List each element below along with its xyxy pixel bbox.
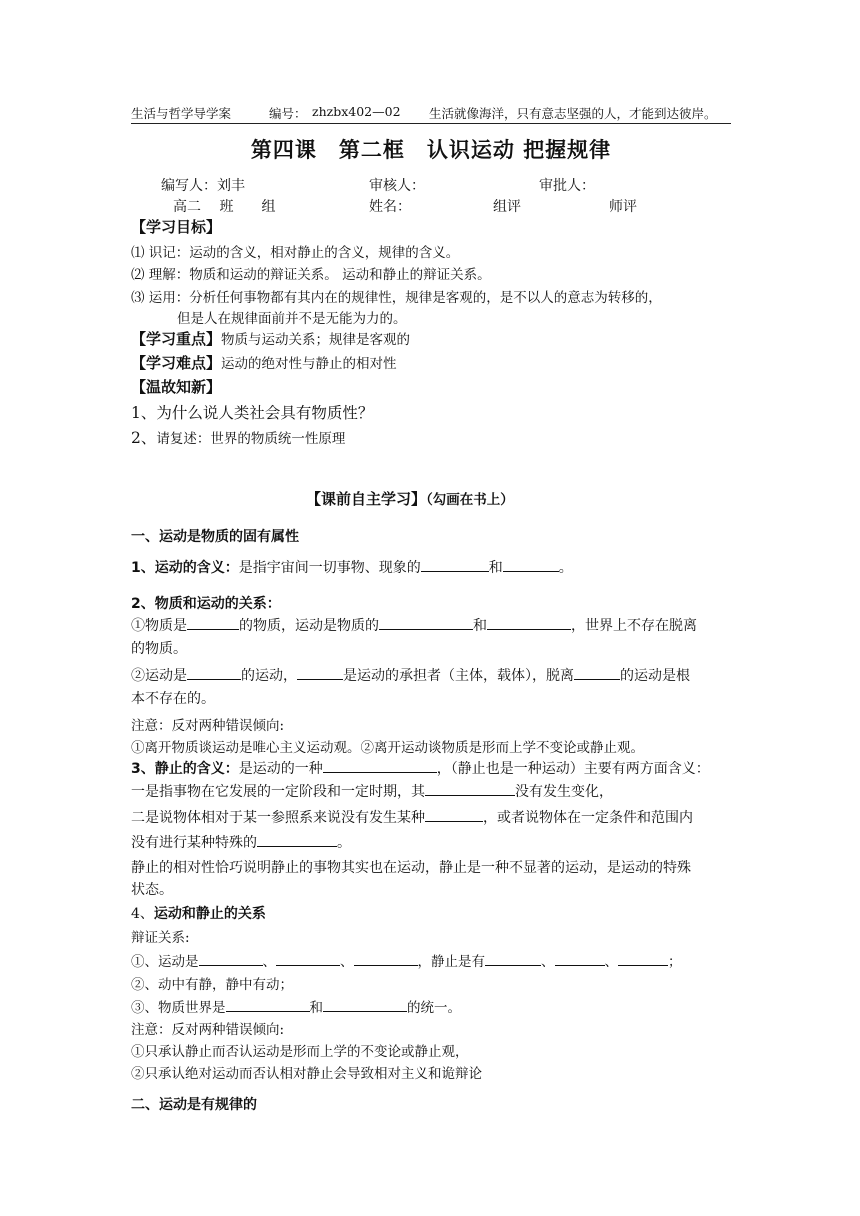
- review-question-2-text: 请复述：世界的物质统一性原理: [156, 431, 346, 447]
- text: 二是说物体相对于某一参照系来说没有发生某种: [131, 810, 425, 826]
- difficulty-text: 运动的绝对性与静止的相对性: [221, 356, 397, 372]
- difficulty: [131, 352, 397, 373]
- fill-blank[interactable]: [421, 557, 489, 572]
- objectives-heading: 【学习目标】: [131, 218, 222, 236]
- fill-blank[interactable]: [199, 951, 263, 966]
- item-3-label: 3、静止的含义：: [131, 761, 239, 777]
- text: ，或者说物体在一定条件和范围内: [483, 810, 693, 826]
- text: 和: [473, 618, 487, 634]
- fill-blank[interactable]: [379, 615, 473, 630]
- name-field: 姓名：: [369, 199, 411, 215]
- class-group: 高二 班 组: [173, 199, 276, 215]
- fill-blank[interactable]: [425, 781, 515, 796]
- item-1-label: 1、运动的含义：: [131, 560, 239, 576]
- item-4-line-2: ②、动中有静，静中有动；: [131, 977, 293, 993]
- item-1-motion-definition: [131, 557, 573, 577]
- fill-blank[interactable]: [354, 951, 418, 966]
- section-1-heading: 一、运动是物质的固有属性: [131, 529, 299, 545]
- item-2-label: 2、物质和运动的关系：: [131, 596, 281, 612]
- text: 和: [309, 1000, 323, 1016]
- objective-1: ⑴ 识记：运动的含义，相对静止的含义，规律的含义。: [131, 245, 460, 261]
- text: 是运动的一种: [238, 761, 323, 777]
- item-3-line-2: [131, 781, 613, 801]
- note-2-a: ①只承认静止而否认运动是形而上学的不变论或静止观，: [131, 1044, 469, 1060]
- fill-blank[interactable]: [257, 832, 337, 847]
- review-heading: 【温故知新】: [131, 378, 222, 396]
- text: ，（静止也是一种运动）主要有两方面含义：: [436, 761, 710, 777]
- fill-blank[interactable]: [485, 951, 541, 966]
- item-3-line-4: [131, 832, 351, 852]
- teacher-eval: 师评: [609, 199, 637, 215]
- fill-blank[interactable]: [323, 997, 407, 1012]
- text: ，世界上不存在脱离: [571, 618, 697, 634]
- fill-blank[interactable]: [226, 997, 310, 1012]
- item-4-label: 运动和静止的关系: [153, 906, 266, 922]
- approver: 审批人：: [539, 178, 595, 194]
- note-2-label: 注意：反对两种错误倾向:: [131, 1022, 285, 1038]
- review-question-1: 1、为什么说人类社会具有物质性？: [131, 404, 374, 422]
- text: ，静止是有: [417, 954, 485, 970]
- note-1-text: ①离开物质谈运动是唯心主义运动观。②离开运动谈物质是形而上学不变论或静止观。: [131, 740, 644, 756]
- item-3-line-6: 状态。: [131, 882, 173, 898]
- item-1-text-b: 和: [488, 560, 503, 576]
- fill-blank[interactable]: [574, 665, 620, 680]
- key-point-label: 【学习重点】: [131, 330, 222, 348]
- text: 一是指事物在它发展的一定阶段和一定时期，其: [131, 784, 425, 800]
- text: 的运动是根: [620, 668, 690, 684]
- text: ②运动是: [131, 668, 187, 684]
- fill-blank[interactable]: [618, 951, 668, 966]
- text: ①物质是: [131, 618, 187, 634]
- fill-blank[interactable]: [187, 615, 239, 630]
- item-2-line-1: [131, 615, 697, 635]
- fill-blank[interactable]: [555, 951, 605, 966]
- item-3-line-5: 静止的相对性恰巧说明静止的事物其实也在运动，静止是一种不显著的运动，是运动的特殊: [131, 860, 691, 876]
- review-question-2-num: 2、: [131, 429, 157, 447]
- text: 、: [340, 954, 354, 970]
- text: ①、运动是: [131, 954, 199, 970]
- objective-2: ⑵ 理解：物质和运动的辩证关系。 运动和静止的辩证关系。: [131, 267, 491, 283]
- difficulty-label: 【学习难点】: [131, 354, 222, 372]
- objective-3: ⑶ 运用：分析任何事物都有其内在的规律性，规律是客观的，是不以人的意志为转移的，: [131, 290, 662, 306]
- pre-study-heading: 【课前自主学习】: [306, 490, 427, 508]
- header-rule: [131, 123, 731, 124]
- text: 的物质，运动是物质的: [239, 618, 379, 634]
- item-4-heading: [131, 903, 266, 923]
- item-4-line-3: [131, 996, 461, 1016]
- text: 的运动，: [241, 668, 297, 684]
- fill-blank[interactable]: [297, 665, 343, 680]
- review-question-2: [131, 426, 345, 448]
- item-3-line-3: [131, 807, 693, 827]
- text: 、: [262, 954, 276, 970]
- reviewer: 审核人：: [369, 178, 425, 194]
- item-1-text-a: 是指宇宙间一切事物、现象的: [238, 560, 421, 576]
- header-code: zhzbx402—02: [312, 104, 401, 119]
- objective-3-cont: 但是人在规律面前并不是无能为力的。: [177, 311, 407, 327]
- text: 。: [337, 835, 351, 851]
- text: 的统一。: [407, 1000, 461, 1016]
- text: 没有进行某种特殊的: [131, 835, 257, 851]
- item-1-text-c: 。: [558, 560, 573, 576]
- fill-blank[interactable]: [425, 807, 483, 822]
- text: ③、物质世界是: [131, 1000, 226, 1016]
- note-2-b: ②只承认绝对运动而否认相对静止会导致相对主义和诡辩论: [131, 1066, 482, 1082]
- fill-blank[interactable]: [503, 557, 559, 572]
- text: 、: [541, 954, 555, 970]
- text: ；: [668, 954, 682, 970]
- fill-blank[interactable]: [187, 665, 241, 680]
- text: 没有发生变化，: [515, 784, 613, 800]
- key-point: [131, 328, 410, 349]
- key-point-text: 物质与运动关系；规律是客观的: [221, 332, 411, 348]
- pre-study-note: （勾画在书上）: [426, 492, 514, 508]
- text: 是运动的承担者（主体，载体），脱离: [343, 668, 574, 684]
- group-eval: 组评: [493, 199, 521, 215]
- text: 、: [604, 954, 618, 970]
- header-course: 生活与哲学导学案: [131, 106, 232, 121]
- author: 编写人：刘丰: [161, 178, 245, 194]
- item-2-line-3: [131, 665, 690, 685]
- header-code-label: 编号：: [269, 106, 307, 121]
- fill-blank[interactable]: [323, 758, 437, 773]
- header-motto: 生活就像海洋，只有意志坚强的人，才能到达彼岸。: [429, 106, 717, 121]
- item-2-line-2: 的物质。: [131, 641, 187, 657]
- item-4-line-1: [131, 950, 682, 970]
- pre-study: [306, 488, 514, 509]
- note-1-label: 注意：反对两种错误倾向:: [131, 718, 285, 734]
- page-title: 第四课 第二框 认识运动 把握规律: [250, 138, 612, 162]
- fill-blank[interactable]: [276, 951, 340, 966]
- section-2-heading: 二、运动是有规律的: [131, 1097, 257, 1113]
- fill-blank[interactable]: [487, 615, 571, 630]
- item-3-line-1: [131, 758, 710, 778]
- item-4-num: 4、: [131, 906, 154, 922]
- item-4-sub: 辩证关系:: [131, 930, 190, 946]
- item-2-line-4: 本不存在的。: [131, 691, 215, 707]
